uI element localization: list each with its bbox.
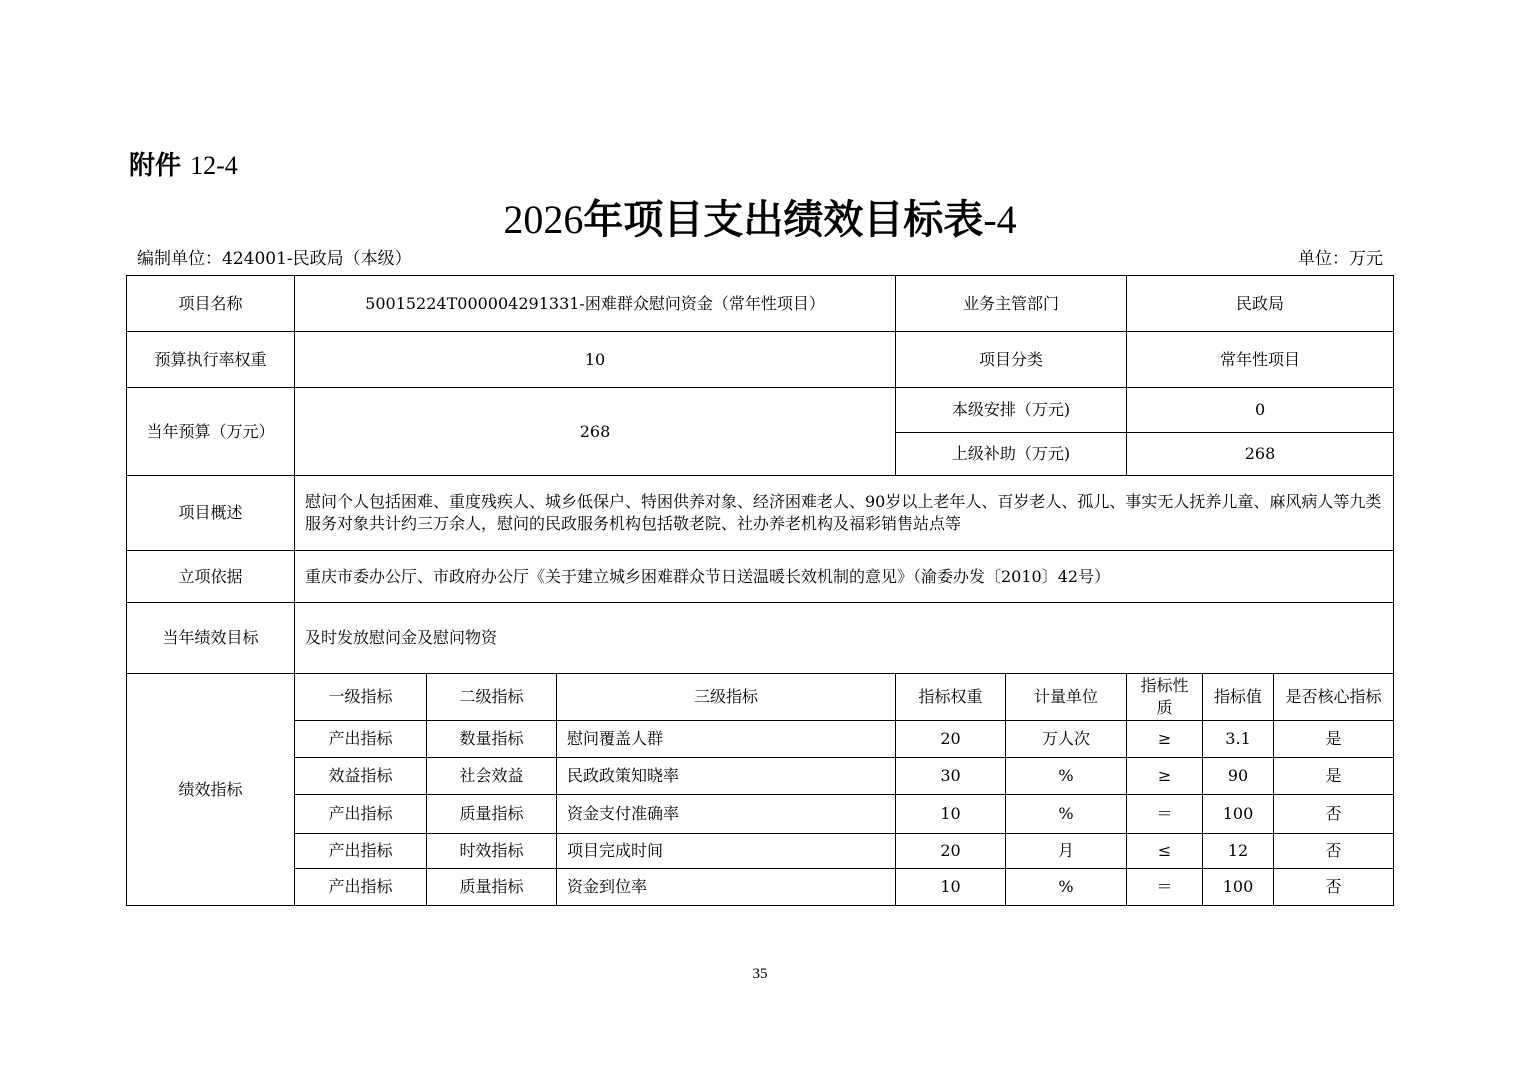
basis-label: 立项依据 [127, 551, 295, 603]
goal-label: 当年绩效目标 [127, 603, 295, 674]
attachment-number: 12-4 [190, 151, 238, 180]
row-nature: ＝ [1127, 869, 1203, 906]
header-value: 指标值 [1203, 674, 1274, 721]
row-weight: 20 [896, 721, 1006, 758]
header-weight: 指标权重 [896, 674, 1006, 721]
row-core: 否 [1274, 834, 1394, 869]
row-nature: ≥ [1127, 721, 1203, 758]
currency-unit: 单位：万元 [1298, 249, 1383, 269]
superior-label: 上级补助（万元) [896, 433, 1127, 476]
row-level2: 社会效益 [427, 758, 557, 795]
row-level1: 产出指标 [295, 869, 427, 906]
title-year: 2026 [503, 197, 584, 242]
overview-row [127, 476, 1394, 551]
row-unit: % [1006, 758, 1127, 795]
dept-label: 业务主管部门 [896, 276, 1127, 332]
row-core: 否 [1274, 795, 1394, 834]
row-level1: 效益指标 [295, 758, 427, 795]
title-suffix: -4 [983, 197, 1017, 242]
table-row [127, 721, 1394, 758]
category-value: 常年性项目 [1127, 332, 1394, 388]
row-weight: 10 [896, 795, 1006, 834]
table-row [127, 758, 1394, 795]
row-level2: 质量指标 [427, 869, 557, 906]
header-level1: 一级指标 [295, 674, 427, 721]
row-level3: 资金支付准确率 [557, 795, 896, 834]
table-row [127, 795, 1394, 834]
row-nature: ＝ [1127, 795, 1203, 834]
exec-weight-row [127, 332, 1394, 388]
local-label: 本级安排（万元) [896, 388, 1127, 433]
performance-table [126, 275, 1394, 906]
dept-value: 民政局 [1127, 276, 1394, 332]
title-text: 年项目支出绩效目标表 [583, 196, 984, 243]
page-title [0, 188, 1520, 245]
row-nature: ≥ [1127, 758, 1203, 795]
compiling-unit: 编制单位：424001-民政局（本级） [137, 249, 412, 269]
row-unit: % [1006, 869, 1127, 906]
row-core: 是 [1274, 721, 1394, 758]
table-row [127, 869, 1394, 906]
header-nature: 指标性质 [1127, 674, 1203, 721]
row-unit: % [1006, 795, 1127, 834]
row-value: 90 [1203, 758, 1274, 795]
row-unit: 万人次 [1006, 721, 1127, 758]
row-core: 是 [1274, 758, 1394, 795]
row-level2: 时效指标 [427, 834, 557, 869]
project-name-value: 50015224T000004291331-困难群众慰问资金（常年性项目） [295, 276, 896, 332]
row-level3: 项目完成时间 [557, 834, 896, 869]
category-label: 项目分类 [896, 332, 1127, 388]
overview-label: 项目概述 [127, 476, 295, 551]
local-value: 0 [1127, 388, 1394, 433]
row-unit: 月 [1006, 834, 1127, 869]
row-level3: 慰问覆盖人群 [557, 721, 896, 758]
row-value: 3.1 [1203, 721, 1274, 758]
attachment-label [129, 145, 238, 182]
goal-row [127, 603, 1394, 674]
header-unit: 计量单位 [1006, 674, 1127, 721]
budget-label: 当年预算（万元） [127, 388, 295, 476]
row-level2: 质量指标 [427, 795, 557, 834]
indicators-section-label: 绩效指标 [127, 674, 295, 906]
budget-row [127, 388, 1394, 433]
header-level3: 三级指标 [557, 674, 896, 721]
row-core: 否 [1274, 869, 1394, 906]
exec-weight-value: 10 [295, 332, 896, 388]
project-name-label: 项目名称 [127, 276, 295, 332]
page-number: 35 [752, 966, 768, 982]
row-value: 100 [1203, 795, 1274, 834]
exec-weight-label: 预算执行率权重 [127, 332, 295, 388]
superior-value: 268 [1127, 433, 1394, 476]
row-level1: 产出指标 [295, 834, 427, 869]
header-level2: 二级指标 [427, 674, 557, 721]
row-weight: 30 [896, 758, 1006, 795]
goal-value: 及时发放慰问金及慰问物资 [295, 603, 1394, 674]
header-core: 是否核心指标 [1274, 674, 1394, 721]
project-name-row [127, 276, 1394, 332]
basis-value: 重庆市委办公厅、市政府办公厅《关于建立城乡困难群众节日送温暖长效机制的意见》（渝委办发〔2010〕42号） [295, 551, 1394, 603]
row-level3: 民政政策知晓率 [557, 758, 896, 795]
budget-value: 268 [295, 388, 896, 476]
row-value: 100 [1203, 869, 1274, 906]
indicator-header-row [127, 674, 1394, 721]
row-weight: 10 [896, 869, 1006, 906]
row-value: 12 [1203, 834, 1274, 869]
row-weight: 20 [896, 834, 1006, 869]
row-level2: 数量指标 [427, 721, 557, 758]
row-nature: ≤ [1127, 834, 1203, 869]
row-level3: 资金到位率 [557, 869, 896, 906]
row-level1: 产出指标 [295, 795, 427, 834]
basis-row [127, 551, 1394, 603]
row-level1: 产出指标 [295, 721, 427, 758]
attachment-label-text: 附件 [129, 151, 182, 181]
table-row [127, 834, 1394, 869]
overview-value: 慰问个人包括困难、重度残疾人、城乡低保户、特困供养对象、经济困难老人、90岁以上老年人、百岁老人、孤儿、事实无人抚养儿童、麻风病人等九类服务对象共计约三万余人，慰问的民政服务机构包括敬老院、社办养老机构及福彩销售站点等 [295, 476, 1394, 551]
